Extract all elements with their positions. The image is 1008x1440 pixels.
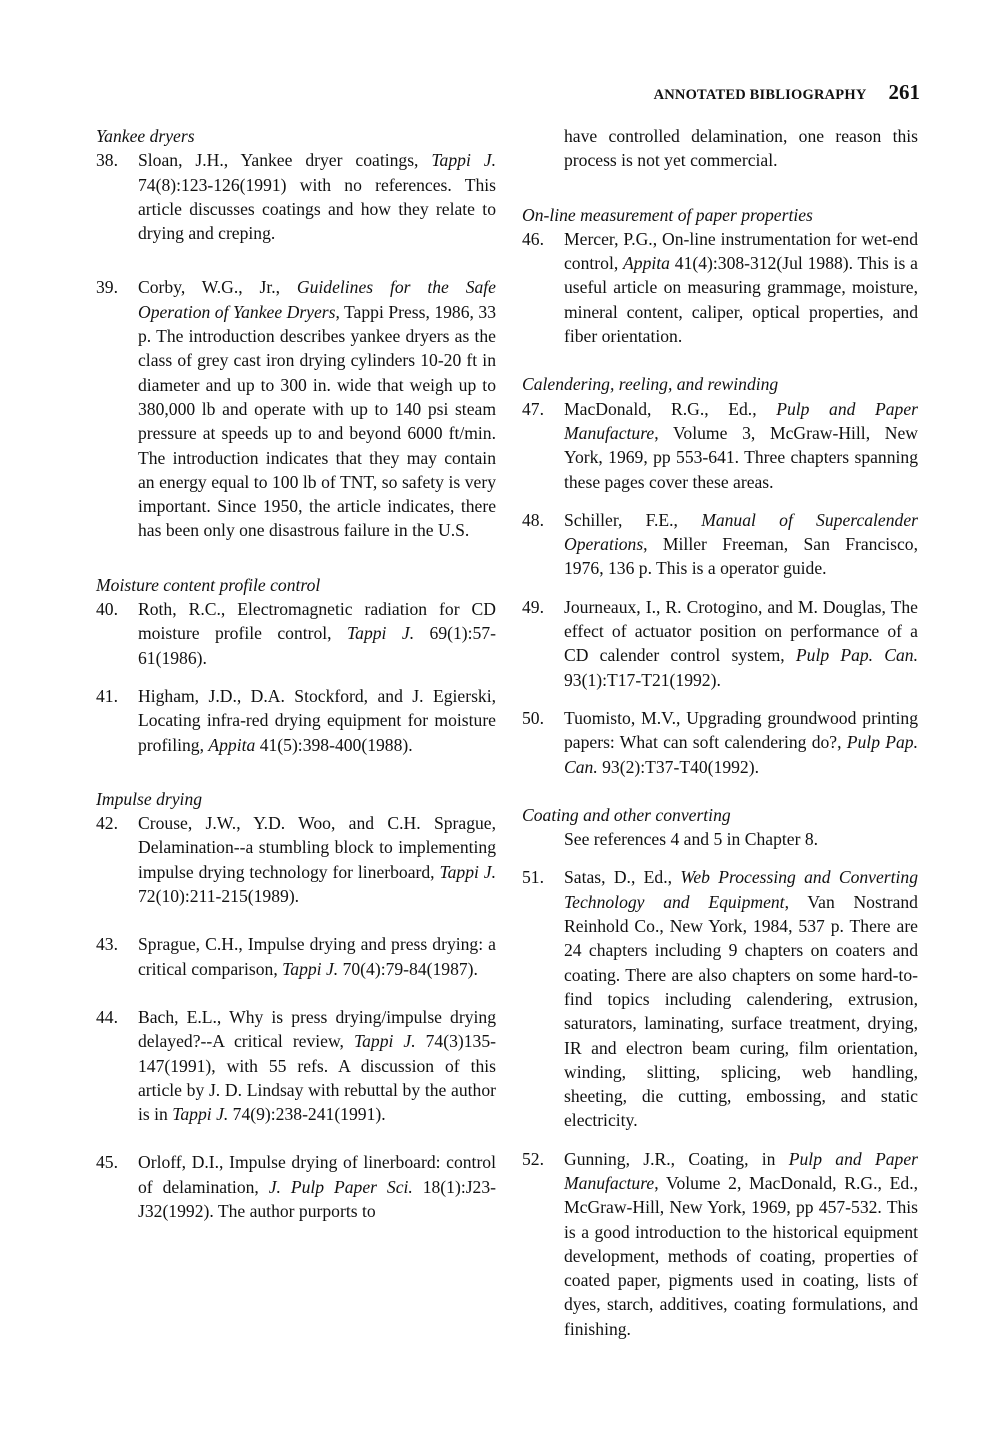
left-column bbox=[96, 124, 496, 1223]
reference-number: 39. bbox=[96, 277, 118, 298]
reference-39 bbox=[96, 275, 496, 542]
journal-title: Tappi J. bbox=[353, 1031, 416, 1052]
reference-44 bbox=[96, 1005, 496, 1126]
cross-reference-note: See references 4 and 5 in Chapter 8. bbox=[564, 829, 819, 850]
reference-text: Corby, W.G., Jr., Guidelines for the Safe Operation of Yankee Dryers, Tappi Press, 1986, 33 p. The introduction describes yankee dryers as the class of grey cast iron drying cylinders 10-20 ft in diameter and up to 300 in. wide that weigh up to 380,000 lb and operate with up to 140 psi steam pressure at speeds up to and beyond 6000 ft/min. The introduction indicates that they may contain an energy equal to 100 lb of TNT, so safety is very important. Since 1950, the article indicates, there has been only one disastrous failure in the U.S. bbox=[138, 277, 496, 541]
reference-38 bbox=[96, 148, 496, 245]
reference-45 bbox=[96, 1150, 496, 1223]
reference-text: Journeaux, I., R. Crotogino, and M. Douglas, The effect of actuator position on performance of a CD calender control system, Pulp Pap. Can. 93(1):T17-T21(1992). bbox=[564, 596, 918, 690]
book-title: Manual of Supercalender Operations bbox=[564, 509, 918, 555]
reference-text: Bach, E.L., Why is press drying/impulse drying delayed?--A critical review, Tappi J. 74(3)135-147(1991), with 55 refs. A discussion of this article by J. D. Lindsay with rebuttal by the author is in Tappi J. 74(9):238-241(1991). bbox=[138, 1006, 496, 1125]
book-title: Guidelines for the Safe Operation of Yankee Dryers bbox=[138, 277, 496, 322]
running-head-title: ANNOTATED BIBLIOGRAPHY bbox=[653, 87, 867, 103]
section-heading-online-measurement: On-line measurement of paper properties bbox=[522, 204, 813, 225]
journal-title: Appita bbox=[623, 253, 670, 274]
reference-46 bbox=[522, 227, 918, 348]
journal-title: Pulp Pap. Can. bbox=[795, 645, 918, 666]
reference-number: 52. bbox=[522, 1148, 544, 1169]
reference-text: Gunning, J.R., Coating, in Pulp and Paper Manufacture, Volume 2, MacDonald, R.G., Ed., McGraw-Hill, New York, 1969, pp 457-532. This is a good introduction to the historical equipment development, methods of coating, properties of coated paper, pigments used in coating, lists of dyes, starch, additives, coating formulations, and finishing. bbox=[564, 1148, 918, 1339]
book-title: Pulp and Paper Manufacture bbox=[564, 398, 918, 443]
reference-number: 40. bbox=[96, 599, 118, 620]
journal-title: Tappi J. bbox=[431, 150, 496, 171]
reference-43 bbox=[96, 932, 496, 981]
running-head bbox=[636, 80, 920, 105]
reference-text: Crouse, J.W., Y.D. Woo, and C.H. Sprague, Delamination--a stumbling block to implementing impulse drying technology for linerboard, Tappi J. 72(10):211-215(1989). bbox=[138, 813, 496, 907]
section-heading-calendering: Calendering, reeling, and rewinding bbox=[522, 374, 779, 395]
reference-42 bbox=[96, 811, 496, 908]
journal-title: Pulp Pap. Can. bbox=[564, 732, 918, 777]
reference-text: Satas, D., Ed., Web Processing and Converting Technology and Equipment, Van Nostrand Reinhold Co., New York, 1984, 537 p. There are 24 chapters including 9 chapters on coaters and coating. There are also chapters on some hard-to-find topics including calendering, extrusion, saturators, laminating, surface treatment, drying, IR and electron beam curing, film orientation, winding, slitting, splicing, web handling, sheeting, die cutting, embossing, and static electricity. bbox=[564, 867, 918, 1131]
reference-45-continued: have controlled delamination, one reason this process is not yet commercial. bbox=[564, 126, 918, 171]
reference-48 bbox=[522, 508, 918, 581]
journal-title: Appita bbox=[208, 734, 256, 755]
book-title: Web Processing and Converting Technology and Equipment bbox=[564, 867, 918, 912]
section-heading-coating: Coating and other converting bbox=[522, 804, 731, 825]
reference-text: Higham, J.D., D.A. Stockford, and J. Egierski, Locating infra-red drying equipment for moisture profiling, Appita 41(5):398-400(1988). bbox=[138, 685, 496, 755]
reference-text: Schiller, F.E., Manual of Supercalender Operations, Miller Freeman, San Francisco, 1976, 136 p. This is a operator guide. bbox=[564, 509, 918, 579]
journal-title: Tappi J. bbox=[282, 958, 339, 979]
reference-number: 47. bbox=[522, 398, 544, 419]
reference-text: Tuomisto, M.V., Upgrading groundwood printing papers: What can soft calendering do?, Pulp Pap. Can. 93(2):T37-T40(1992). bbox=[564, 707, 918, 777]
reference-text: MacDonald, R.G., Ed., Pulp and Paper Manufacture, Volume 3, McGraw-Hill, New York, 1969, pp 553-641. Three chapters spanning these pages cover these areas. bbox=[564, 398, 918, 492]
journal-title: Tappi J. bbox=[439, 861, 496, 882]
journal-title: Tappi J. bbox=[347, 623, 415, 644]
reference-41 bbox=[96, 684, 496, 757]
reference-number: 45. bbox=[96, 1152, 118, 1173]
reference-number: 49. bbox=[522, 596, 544, 617]
reference-text: Sloan, J.H., Yankee dryer coatings, Tappi J. 74(8):123-126(1991) with no references. This article discusses coatings and how they relate to drying and creping. bbox=[138, 150, 496, 244]
reference-text: Roth, R.C., Electromagnetic radiation for CD moisture profile control, Tappi J. 69(1):57-61(1986). bbox=[138, 599, 496, 668]
reference-number: 42. bbox=[96, 813, 118, 834]
reference-number: 51. bbox=[522, 867, 544, 888]
book-title: Pulp and Paper Manufacture bbox=[564, 1148, 918, 1193]
reference-51 bbox=[522, 865, 918, 1132]
reference-number: 44. bbox=[96, 1006, 118, 1027]
reference-47 bbox=[522, 397, 918, 494]
reference-text: Sprague, C.H., Impulse drying and press drying: a critical comparison, Tappi J. 70(4):79-84(1987). bbox=[138, 934, 496, 979]
reference-number: 50. bbox=[522, 707, 544, 728]
reference-number: 41. bbox=[96, 685, 118, 706]
journal-title: J. Pulp Paper Sci. bbox=[268, 1176, 413, 1197]
section-heading-yankee-dryers: Yankee dryers bbox=[96, 126, 195, 146]
reference-number: 43. bbox=[96, 934, 118, 955]
reference-number: 48. bbox=[522, 509, 544, 530]
reference-number: 46. bbox=[522, 228, 544, 249]
reference-50 bbox=[522, 706, 918, 779]
right-column bbox=[522, 124, 918, 1341]
reference-text: Orloff, D.I., Impulse drying of linerboard: control of delamination, J. Pulp Paper Sci. 18(1):J23-J32(1992). The author purports to bbox=[138, 1152, 497, 1221]
reference-number: 38. bbox=[96, 150, 118, 171]
page-number: 261 bbox=[888, 80, 920, 104]
reference-52 bbox=[522, 1147, 918, 1341]
reference-text: Mercer, P.G., On-line instrumentation for wet-end control, Appita 41(4):308-312(Jul 1988). This is a useful article on measuring grammage, moisture, mineral content, caliper, optical properties, and fiber orientation. bbox=[564, 228, 918, 347]
section-heading-impulse-drying: Impulse drying bbox=[96, 788, 203, 809]
journal-title: Tappi J. bbox=[172, 1104, 229, 1125]
reference-49 bbox=[522, 595, 918, 692]
section-heading-moisture-profile: Moisture content profile control bbox=[96, 574, 321, 595]
reference-40 bbox=[96, 597, 496, 670]
